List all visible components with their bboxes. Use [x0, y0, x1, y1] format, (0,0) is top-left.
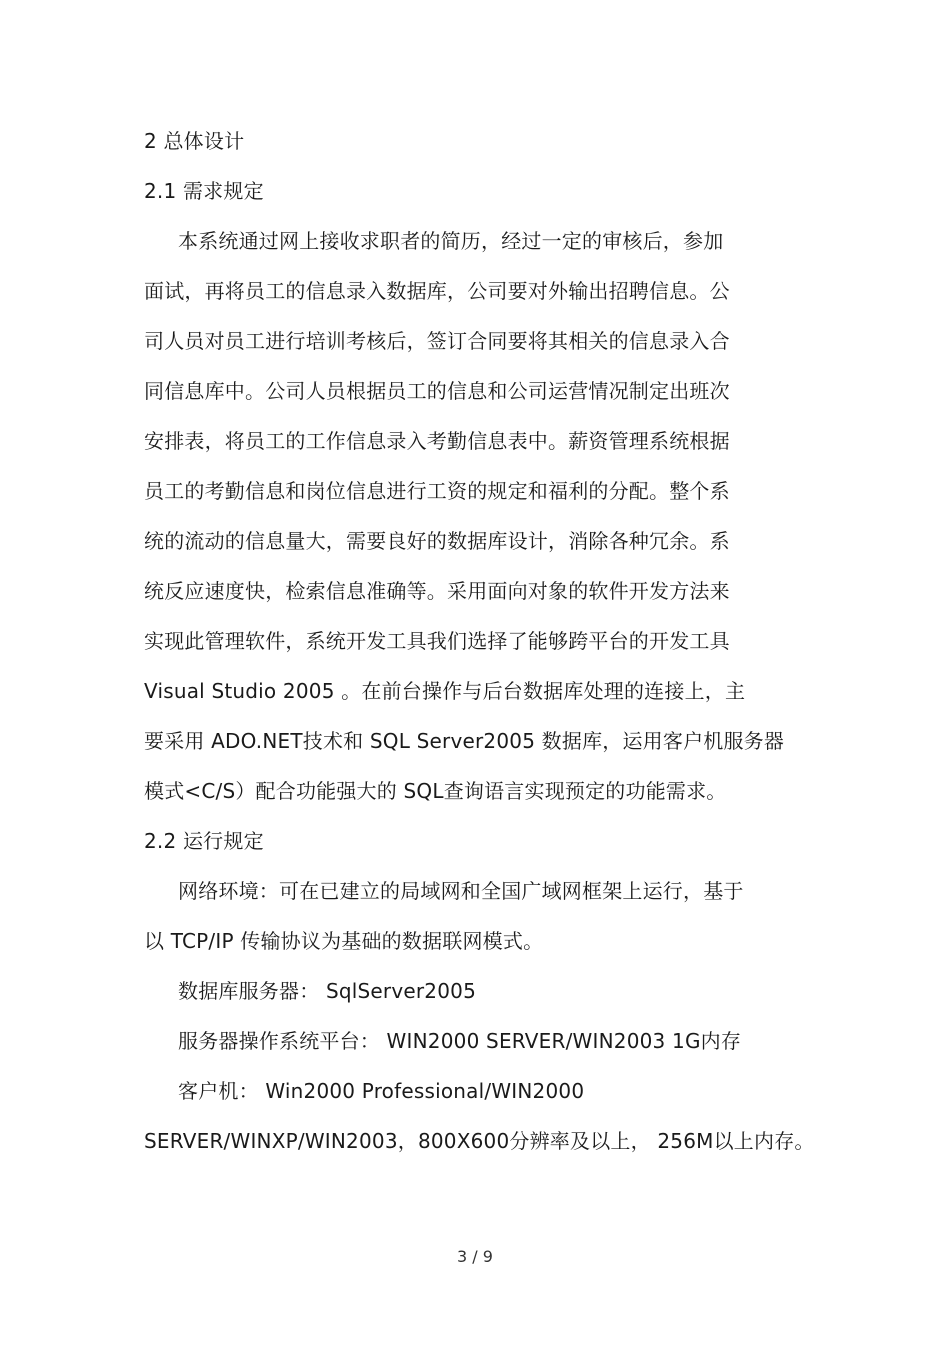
page-number: 3 / 9: [457, 1247, 493, 1266]
requirements-line-10: Visual Studio 2005 。在前台操作与后台数据库处理的连接上，主: [144, 679, 746, 703]
client-line-2: SERVER/WINXP/WIN2003，800X600分辨率及以上， 256M以上内存。: [144, 1129, 815, 1153]
network-environment-line-2: 以 TCP/IP 传输协议为基础的数据联网模式。: [144, 929, 544, 953]
requirements-line-2: 面试，再将员工的信息录入数据库，公司要对外输出招聘信息。公: [144, 279, 730, 303]
requirements-line-7: 统的流动的信息量大，需要良好的数据库设计，消除各种冗余。系: [144, 529, 730, 553]
requirements-line-3: 司人员对员工进行培训考核后，签订合同要将其相关的信息录入合: [144, 329, 730, 353]
requirements-line-1: 本系统通过网上接收求职者的简历，经过一定的审核后，参加: [178, 229, 724, 253]
server-os-line: 服务器操作系统平台： WIN2000 SERVER/WIN2003 1G内存: [178, 1029, 742, 1053]
heading-runtime: 2.2 运行规定: [144, 829, 264, 853]
network-environment-line-1: 网络环境：可在已建立的局域网和全国广域网框架上运行，基于: [178, 879, 744, 903]
heading-overall-design: 2 总体设计: [144, 129, 245, 153]
database-server-line: 数据库服务器： SqlServer2005: [178, 979, 476, 1003]
requirements-line-5: 安排表，将员工的工作信息录入考勤信息表中。薪资管理系统根据: [144, 429, 730, 453]
requirements-line-8: 统反应速度快，检索信息准确等。采用面向对象的软件开发方法来: [144, 579, 730, 603]
client-line-1: 客户机： Win2000 Professional/WIN2000: [178, 1079, 585, 1103]
requirements-line-11: 要采用 ADO.NET技术和 SQL Server2005 数据库，运用客户机服务器: [144, 729, 785, 753]
requirements-line-12: 模式<C/S）配合功能强大的 SQL查询语言实现预定的功能需求。: [144, 779, 727, 803]
requirements-line-4: 同信息库中。公司人员根据员工的信息和公司运营情况制定出班次: [144, 379, 730, 403]
heading-requirements: 2.1 需求规定: [144, 179, 264, 203]
requirements-line-6: 员工的考勤信息和岗位信息进行工资的规定和福利的分配。整个系: [144, 479, 730, 503]
requirements-line-9: 实现此管理软件，系统开发工具我们选择了能够跨平台的开发工具: [144, 629, 730, 653]
